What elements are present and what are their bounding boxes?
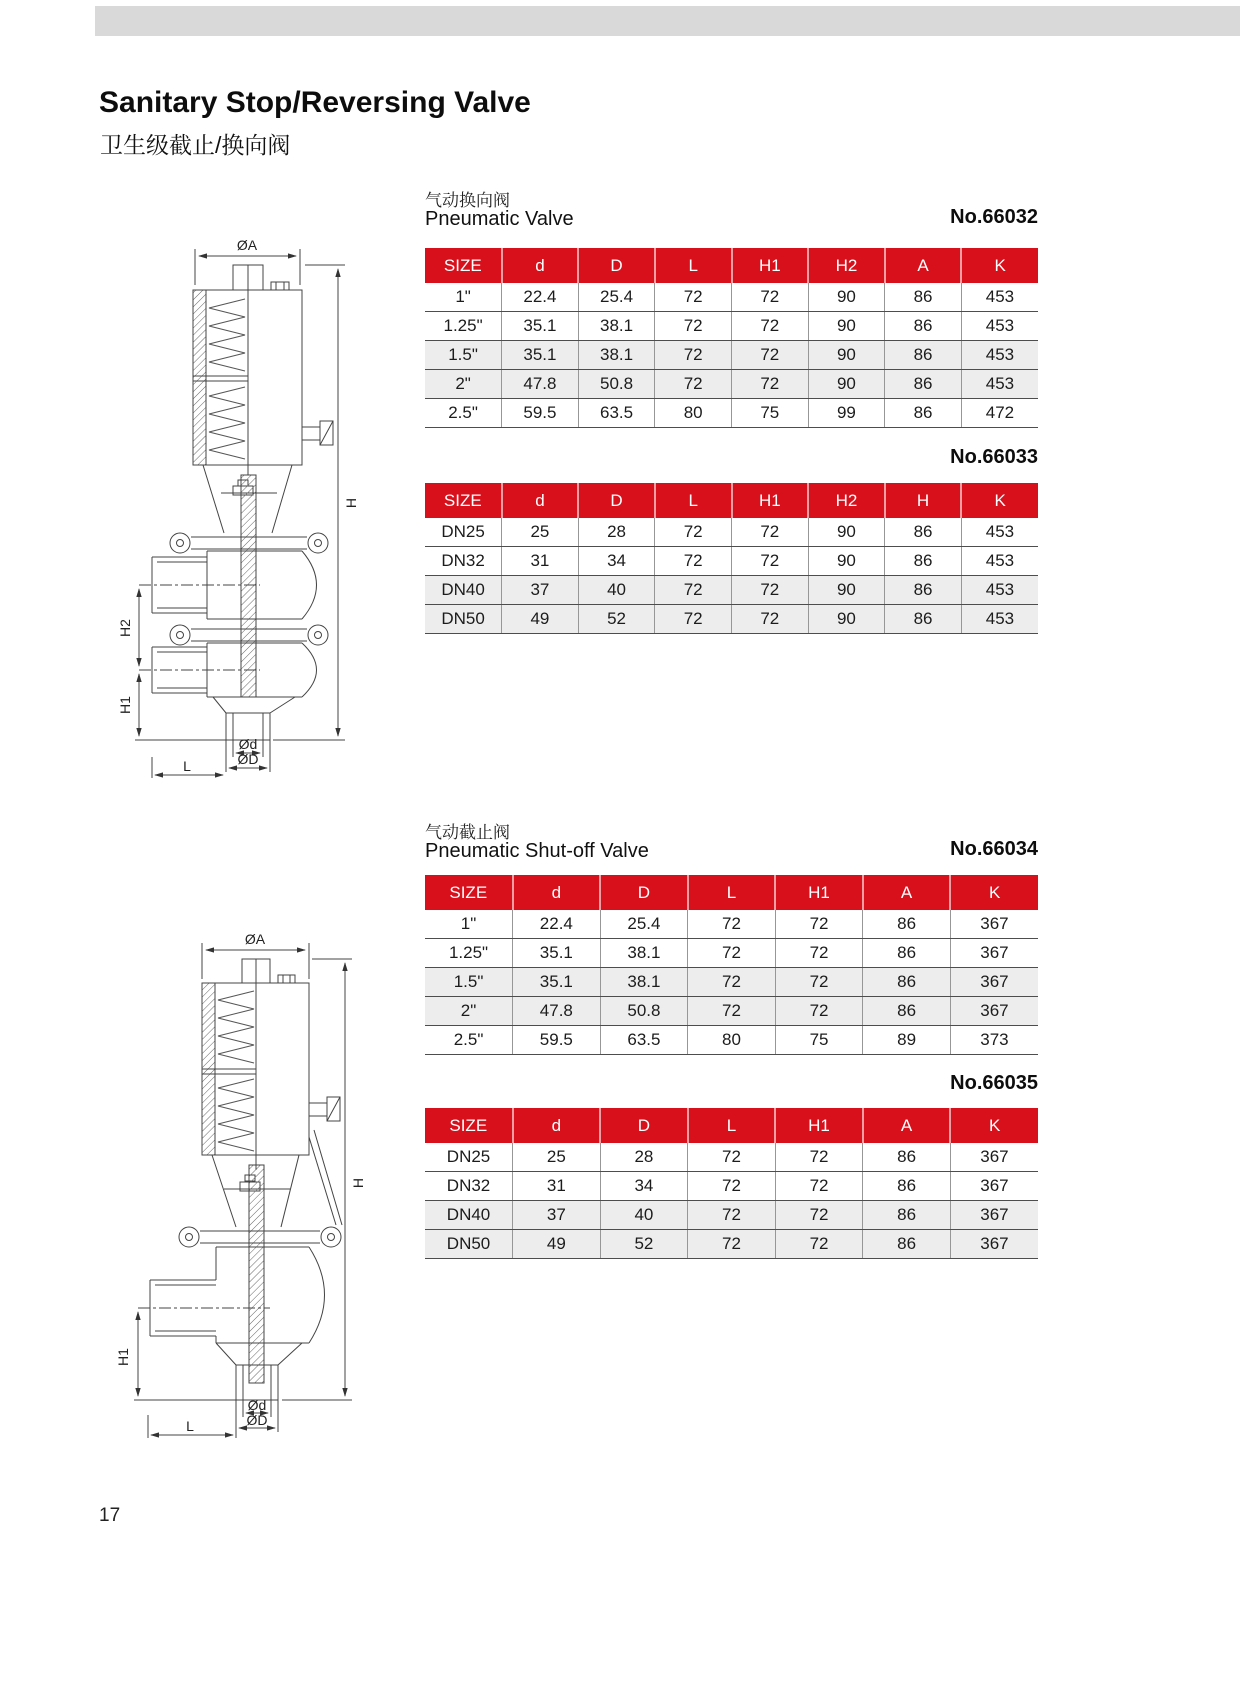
column-header: L <box>655 483 732 518</box>
table-cell: 72 <box>732 547 809 576</box>
table-cell: 367 <box>950 968 1038 997</box>
table-cell: 72 <box>688 1230 776 1259</box>
table-cell: 47.8 <box>502 370 579 399</box>
table-cell: 63.5 <box>600 1026 688 1055</box>
table-cell: 367 <box>950 1143 1038 1172</box>
table-cell: 89 <box>863 1026 951 1055</box>
table-row <box>425 939 1038 968</box>
column-header: D <box>578 248 655 283</box>
table-row <box>425 518 1038 547</box>
table-cell: 72 <box>655 370 732 399</box>
table-cell: 367 <box>950 1172 1038 1201</box>
page-title: Sanitary Stop/Reversing Valve <box>99 86 531 119</box>
table-cell: 72 <box>688 1143 776 1172</box>
table-cell: 86 <box>863 1143 951 1172</box>
table-row <box>425 399 1038 428</box>
column-header: H1 <box>775 875 863 910</box>
table-cell: 2" <box>425 370 502 399</box>
table-cell: 52 <box>600 1230 688 1259</box>
column-header: H2 <box>808 248 885 283</box>
table-cell: 367 <box>950 997 1038 1026</box>
dim-label-l: L <box>183 758 191 774</box>
table-cell: 90 <box>808 605 885 634</box>
dim-label-h1: H1 <box>115 1348 131 1366</box>
table-cell: 72 <box>655 283 732 312</box>
table-cell: 90 <box>808 283 885 312</box>
table-cell: DN50 <box>425 605 502 634</box>
table-cell: 72 <box>688 968 776 997</box>
table-cell: 72 <box>655 312 732 341</box>
table-cell: 86 <box>863 1201 951 1230</box>
table-cell: 472 <box>961 399 1038 428</box>
header-row <box>425 1108 1038 1143</box>
table-cell: 31 <box>502 547 579 576</box>
column-header: A <box>885 248 962 283</box>
table-cell: 72 <box>688 1201 776 1230</box>
table-cell: 86 <box>885 547 962 576</box>
reversing-valve-svg <box>95 235 360 780</box>
column-header: A <box>863 875 951 910</box>
table-cell: 453 <box>961 605 1038 634</box>
section2-label-english: Pneumatic Shut-off Valve <box>425 840 649 862</box>
section1-label-chinese: 气动换向阀 <box>425 191 510 210</box>
table-cell: 72 <box>775 968 863 997</box>
dim-label-dia-a: ØA <box>236 237 258 253</box>
table-cell: 47.8 <box>513 997 601 1026</box>
table-row <box>425 547 1038 576</box>
table-row <box>425 968 1038 997</box>
column-header: d <box>513 1108 601 1143</box>
dim-label-h1: H1 <box>117 696 133 714</box>
table-cell: 72 <box>655 341 732 370</box>
table-row <box>425 1201 1038 1230</box>
table-cell: 86 <box>885 605 962 634</box>
table-cell: 72 <box>775 1143 863 1172</box>
page-subtitle-chinese: 卫生级截止/换向阀 <box>100 132 291 158</box>
table-cell: 31 <box>513 1172 601 1201</box>
table-cell: 34 <box>600 1172 688 1201</box>
table-cell: DN50 <box>425 1230 513 1259</box>
column-header: K <box>961 248 1038 283</box>
table-cell: 72 <box>688 1172 776 1201</box>
table-row <box>425 341 1038 370</box>
table-cell: 75 <box>732 399 809 428</box>
table-cell: 90 <box>808 576 885 605</box>
table-cell: 38.1 <box>578 341 655 370</box>
table-cell: 86 <box>885 518 962 547</box>
table-row <box>425 576 1038 605</box>
dim-label-l: L <box>186 1418 194 1434</box>
table-cell: 2" <box>425 997 513 1026</box>
table-cell: 453 <box>961 547 1038 576</box>
table-cell: 86 <box>863 968 951 997</box>
column-header: K <box>950 875 1038 910</box>
table-cell: 72 <box>732 283 809 312</box>
spec-table-66033 <box>425 483 1038 634</box>
table-cell: 28 <box>578 518 655 547</box>
header-row <box>425 875 1038 910</box>
table-cell: 90 <box>808 341 885 370</box>
table-cell: 35.1 <box>502 341 579 370</box>
page-number: 17 <box>99 1505 121 1526</box>
table-cell: 86 <box>885 370 962 399</box>
table-row <box>425 1026 1038 1055</box>
table-cell: 72 <box>775 939 863 968</box>
reversing-valve-drawing <box>95 235 360 780</box>
spec-table-66035 <box>425 1108 1038 1259</box>
table-cell: 38.1 <box>600 968 688 997</box>
table-cell: 367 <box>950 939 1038 968</box>
table-cell: 72 <box>775 1172 863 1201</box>
table-cell: 59.5 <box>513 1026 601 1055</box>
table-cell: 34 <box>578 547 655 576</box>
table-cell: 72 <box>775 1201 863 1230</box>
table-cell: 373 <box>950 1026 1038 1055</box>
dim-label-h: H <box>350 1177 366 1189</box>
table-cell: 1" <box>425 283 502 312</box>
table-cell: DN32 <box>425 1172 513 1201</box>
table-cell: DN25 <box>425 1143 513 1172</box>
table-cell: 50.8 <box>578 370 655 399</box>
table-cell: 2.5" <box>425 399 502 428</box>
table-cell: 28 <box>600 1143 688 1172</box>
header-row <box>425 483 1038 518</box>
table-cell: 40 <box>600 1201 688 1230</box>
table-cell: 99 <box>808 399 885 428</box>
table-cell: 2.5" <box>425 1026 513 1055</box>
column-header: L <box>688 875 776 910</box>
table-row <box>425 997 1038 1026</box>
table-cell: 50.8 <box>600 997 688 1026</box>
table-cell: 35.1 <box>502 312 579 341</box>
table-cell: 86 <box>885 341 962 370</box>
table-cell: 72 <box>775 997 863 1026</box>
table-cell: 1.5" <box>425 968 513 997</box>
spec-table-66032 <box>425 248 1038 428</box>
column-header: SIZE <box>425 875 513 910</box>
dim-label-d-large: ØD <box>237 751 259 767</box>
table-cell: 59.5 <box>502 399 579 428</box>
column-header: D <box>578 483 655 518</box>
table-row <box>425 910 1038 939</box>
table-cell: 72 <box>732 605 809 634</box>
table-row <box>425 312 1038 341</box>
column-header: H1 <box>732 248 809 283</box>
table-cell: 72 <box>655 518 732 547</box>
table-cell: 90 <box>808 312 885 341</box>
table-cell: 86 <box>885 576 962 605</box>
column-header: K <box>950 1108 1038 1143</box>
table-cell: 52 <box>578 605 655 634</box>
table-cell: 367 <box>950 1230 1038 1259</box>
table-cell: 90 <box>808 518 885 547</box>
table-cell: 72 <box>775 910 863 939</box>
table-cell: 72 <box>732 576 809 605</box>
table-cell: 453 <box>961 312 1038 341</box>
table-cell: DN40 <box>425 576 502 605</box>
model-number-66035: No.66035 <box>950 1072 1038 1094</box>
table-cell: 367 <box>950 910 1038 939</box>
column-header: D <box>600 875 688 910</box>
table-cell: 72 <box>732 341 809 370</box>
column-header: H1 <box>775 1108 863 1143</box>
spec-table-66034 <box>425 875 1038 1055</box>
section1-label-english: Pneumatic Valve <box>425 208 574 230</box>
table-cell: 86 <box>863 1172 951 1201</box>
header-row <box>425 248 1038 283</box>
table-row <box>425 605 1038 634</box>
column-header: d <box>502 483 579 518</box>
column-header: d <box>513 875 601 910</box>
table-cell: 453 <box>961 518 1038 547</box>
table-cell: 25 <box>502 518 579 547</box>
model-number-66033: No.66033 <box>950 446 1038 468</box>
table-cell: 72 <box>655 576 732 605</box>
table-cell: 453 <box>961 283 1038 312</box>
table-cell: 453 <box>961 341 1038 370</box>
table-row <box>425 283 1038 312</box>
column-header: SIZE <box>425 1108 513 1143</box>
table-cell: 72 <box>732 370 809 399</box>
dim-label-dia-a: ØA <box>244 931 266 947</box>
table-cell: 72 <box>688 939 776 968</box>
table-cell: DN25 <box>425 518 502 547</box>
dim-label-d-small: Ød <box>238 736 258 752</box>
table-cell: 86 <box>885 283 962 312</box>
table-cell: 72 <box>688 997 776 1026</box>
table-cell: 86 <box>885 312 962 341</box>
table-cell: 49 <box>502 605 579 634</box>
table-cell: 37 <box>502 576 579 605</box>
table-cell: 38.1 <box>600 939 688 968</box>
table-cell: 63.5 <box>578 399 655 428</box>
table-cell: 86 <box>863 1230 951 1259</box>
table-cell: 72 <box>655 605 732 634</box>
column-header: L <box>688 1108 776 1143</box>
table-row <box>425 370 1038 399</box>
table-cell: 86 <box>863 910 951 939</box>
column-header: d <box>502 248 579 283</box>
column-header: H2 <box>808 483 885 518</box>
section2-label-chinese: 气动截止阀 <box>425 823 510 842</box>
table-cell: 72 <box>688 910 776 939</box>
table-cell: 1.25" <box>425 939 513 968</box>
table-cell: 25.4 <box>578 283 655 312</box>
table-cell: 453 <box>961 576 1038 605</box>
table-cell: 72 <box>732 312 809 341</box>
model-number-66034: No.66034 <box>950 838 1038 860</box>
table-cell: 22.4 <box>502 283 579 312</box>
table-cell: 1" <box>425 910 513 939</box>
table-cell: 80 <box>688 1026 776 1055</box>
table-cell: 86 <box>885 399 962 428</box>
table-row <box>425 1172 1038 1201</box>
table-cell: 25.4 <box>600 910 688 939</box>
table-cell: 40 <box>578 576 655 605</box>
table-row <box>425 1230 1038 1259</box>
shutoff-valve-drawing <box>90 925 370 1440</box>
table-cell: 72 <box>775 1230 863 1259</box>
table-cell: 35.1 <box>513 968 601 997</box>
table-cell: 90 <box>808 370 885 399</box>
column-header: H1 <box>732 483 809 518</box>
table-cell: DN32 <box>425 547 502 576</box>
column-header: L <box>655 248 732 283</box>
column-header: D <box>600 1108 688 1143</box>
table-cell: 35.1 <box>513 939 601 968</box>
table-cell: 72 <box>732 518 809 547</box>
table-cell: 86 <box>863 997 951 1026</box>
column-header: K <box>961 483 1038 518</box>
table-cell: 1.25" <box>425 312 502 341</box>
table-cell: 72 <box>655 547 732 576</box>
table-cell: 37 <box>513 1201 601 1230</box>
table-cell: DN40 <box>425 1201 513 1230</box>
column-header: A <box>863 1108 951 1143</box>
table-cell: 1.5" <box>425 341 502 370</box>
dim-label-h2: H2 <box>117 619 133 637</box>
model-number-66032: No.66032 <box>950 206 1038 228</box>
table-cell: 80 <box>655 399 732 428</box>
table-cell: 49 <box>513 1230 601 1259</box>
table-cell: 75 <box>775 1026 863 1055</box>
table-row <box>425 1143 1038 1172</box>
dim-label-h: H <box>343 497 359 509</box>
column-header: SIZE <box>425 248 502 283</box>
dim-label-d-small: Ød <box>247 1397 267 1413</box>
table-cell: 86 <box>863 939 951 968</box>
top-accent-bar <box>95 6 1240 36</box>
column-header: SIZE <box>425 483 502 518</box>
column-header: H <box>885 483 962 518</box>
table-cell: 22.4 <box>513 910 601 939</box>
shutoff-valve-svg <box>90 925 370 1440</box>
table-cell: 367 <box>950 1201 1038 1230</box>
table-cell: 38.1 <box>578 312 655 341</box>
table-cell: 25 <box>513 1143 601 1172</box>
dim-label-d-large: ØD <box>246 1412 268 1428</box>
table-cell: 453 <box>961 370 1038 399</box>
table-cell: 90 <box>808 547 885 576</box>
